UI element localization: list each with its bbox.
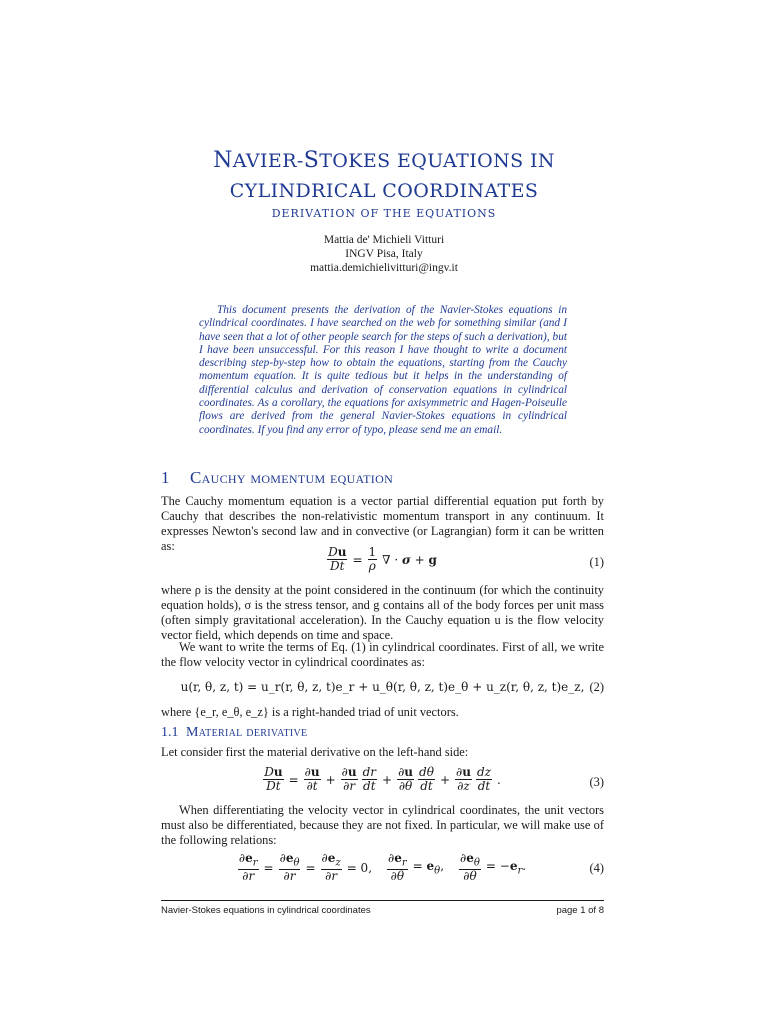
equation-4 [161, 852, 604, 888]
footer-title: Navier-Stokes equations in cylindrical coordinates [161, 905, 371, 916]
equation-2-number: (2) [589, 680, 604, 694]
equation-3-body: $\frac{Du}{Dt}$ = $\frac{\partial u}{\partial t}$ + $\frac{\partial u}{\partial r}$ $\frac{dr}{dt}$ + $\frac{\partial u}{\partial\theta}$ $\frac{d\theta}{dt}$ + $\frac{\partial u}{\partial z}$ $\frac{dz}{dt}$ . [264, 765, 501, 793]
section-number: 1 [161, 468, 170, 487]
subsection-1-1-paragraph-1: Let consider first the material derivative on the left-hand side: [161, 745, 469, 759]
author-affiliation: INGV Pisa, Italy [345, 248, 423, 260]
title-cap-s: S [303, 148, 320, 173]
section-1-paragraph-1: The Cauchy momentum equation is a vector partial differential equation put forth by Cauchy that describes the non-relativistic momentum transport in any continuum. It expresses Newton's second law and in convective (or Lagrangian) form it can be written as: [161, 494, 604, 553]
equation-1-number: (1) [589, 555, 604, 569]
title-rest-a: AVIER- [232, 150, 304, 172]
section-1-paragraph-4: where {e_r, e_θ, e_z} is a right-handed triad of unit vectors. [161, 705, 459, 719]
frac-one-over-rho: $\frac{1}{\rho}$ [368, 545, 377, 573]
subsection-title: Material derivative [186, 725, 308, 740]
title-line-2: CYLINDRICAL COORDINATES [229, 180, 539, 202]
subtitle: DERIVATION OF THE EQUATIONS [271, 207, 497, 220]
equation-3-number: (3) [589, 775, 604, 789]
footer-rule [161, 900, 604, 901]
subsection-number: 1.1 [161, 725, 179, 740]
subsection-1-1-heading [161, 725, 307, 741]
equation-1-body: $\frac{Du}{Dt}$ = $\frac{1}{\rho}$ ∇ · σ + g [328, 545, 437, 573]
equation-3 [161, 766, 604, 802]
title-cap-n: N [213, 148, 233, 173]
abstract: This document presents the derivation of the Navier-Stokes equations in cylindrical coordinates. I have searched on the web for something similar (and I have seen that a lot of other people search for the steps of such a derivation), but I have been unsuccessful. For this reason I have thought to write a document describing step-by-step how to obtain the equations, starting from the Cauchy momentum equation. It is quite tedious but it helps in the understanding of differential calculus and derivation of conservation equations in cylindrical coordinates. As a corollary, the equations for axisymmetric and Hagen-Poiseulle flows are derived from the general Navier-Stokes equations in cylindrical coordinates. If you find any error of typo, please send me an email. [199, 304, 567, 436]
equation-4-body: $\frac{\partial e_r}{\partial r}$ = $\frac{\partial e_\theta}{\partial r}$ = $\frac{\partial e_z}{\partial r}$ = 0, $\frac{\partial e_r}{\partial\theta}$ = $e_\theta$, $\frac{\partial e_\theta}{\partial\theta}$ = $-e_r$. [238, 851, 527, 884]
author-name: Mattia de' Michieli Vitturi [323, 234, 445, 246]
section-title: Cauchy momentum equation [190, 468, 394, 487]
title-rest-b: TOKES EQUATIONS IN [319, 150, 555, 172]
section-1-paragraph-3: We want to write the terms of Eq. (1) in cylindrical coordinates. First of all, we write the flow velocity vector in cylindrical coordinates as: [161, 640, 604, 669]
footer-page-number: page 1 of 8 [556, 905, 604, 916]
section-1-heading [161, 468, 393, 488]
equation-2-body: u(r, θ, z, t) = u_r(r, θ, z, t)e_r + u_θ(r, θ, z, t)e_θ + u_z(r, θ, z, t)e_z, [180, 680, 585, 694]
subsection-1-1-paragraph-2: When differentiating the velocity vector in cylindrical coordinates, the unit vectors must also be differentiated, because they are not fixed. In particular, we will make use of the following relations: [161, 803, 604, 847]
author-email[interactable]: mattia.demichielivitturi@ingv.it [310, 262, 458, 274]
frac-du-dt: $\frac{Du}{Dt}$ [328, 545, 347, 573]
equation-4-number: (4) [589, 861, 604, 875]
section-1-paragraph-2: where ρ is the density at the point considered in the continuum (for which the continuity equation holds), σ is the stress tensor, and g contains all of the body forces per unit mass (often simply gravitational acceleration). In the Cauchy equation u is the flow velocity vector field, which depends on time and space. [161, 583, 604, 642]
title-line-1 [0, 148, 768, 173]
equation-1 [161, 546, 604, 582]
